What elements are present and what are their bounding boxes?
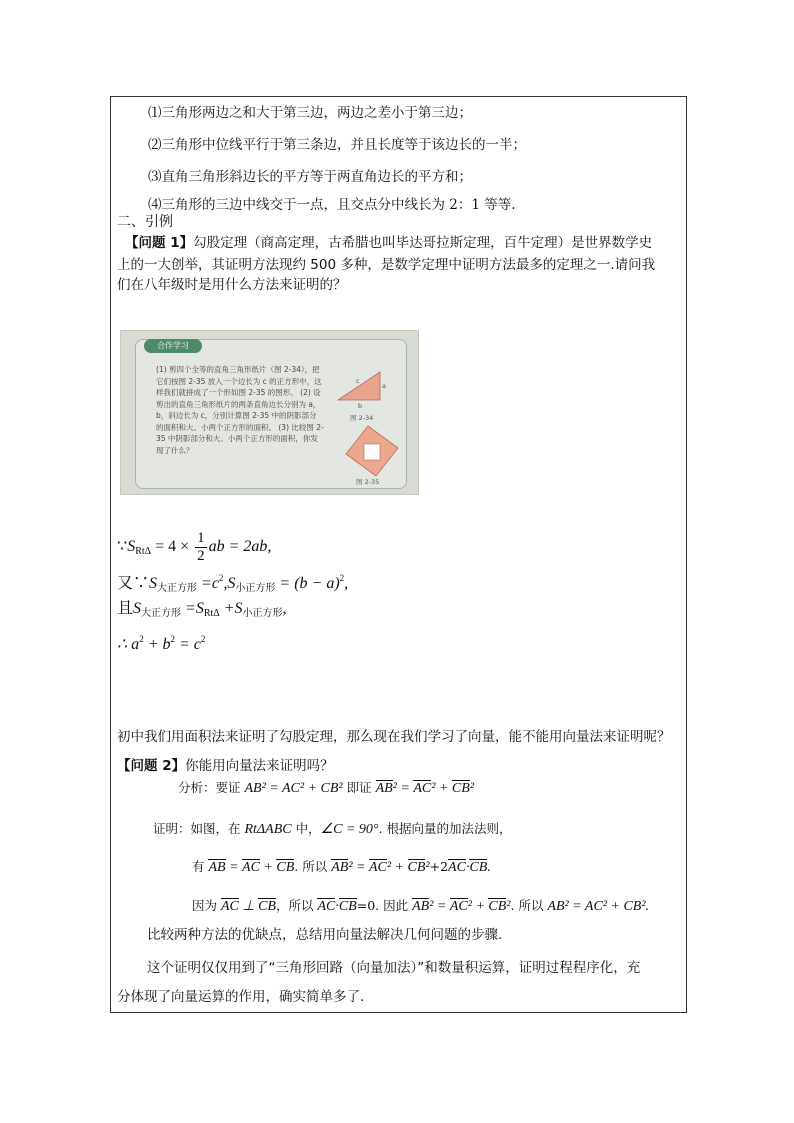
fig1-label-c: c bbox=[356, 377, 360, 385]
angle-c: ∠C = 90° bbox=[320, 822, 379, 837]
comma: , bbox=[344, 575, 349, 592]
proof-post: . 根据向量的加法法则， bbox=[378, 821, 512, 836]
vector-square-result: AB² = AC² + CB² bbox=[412, 899, 511, 914]
superscript: 2 bbox=[200, 634, 206, 644]
equals-c: = c bbox=[174, 636, 201, 653]
proof3-so: . 所以 bbox=[510, 898, 548, 913]
comma: , bbox=[282, 600, 287, 617]
property-item-3: ⑶直角三角形斜边长的平方等于两直角边长的平方和； bbox=[148, 169, 472, 185]
vector-equation: AB² = AC² + CB² bbox=[375, 781, 474, 796]
area-symbol: S bbox=[133, 600, 142, 617]
subscript-small-square: 小正方形 bbox=[235, 583, 276, 594]
proof2-so: . 所以 bbox=[294, 859, 332, 874]
conclusion-line-2: 分体现了向量运算的作用，确实简单多了. bbox=[117, 989, 365, 1005]
problem1-line1 bbox=[125, 234, 652, 252]
fig1-caption: 图 2-34 bbox=[350, 414, 374, 422]
superscript: 2 bbox=[339, 573, 345, 583]
subscript: RtΔ bbox=[135, 546, 152, 558]
fraction-numerator: 1 bbox=[197, 530, 205, 546]
dot-product: AC·CB. bbox=[448, 860, 491, 875]
area-symbol: S bbox=[149, 575, 158, 592]
superscript: 2 bbox=[139, 634, 144, 644]
proof-line-3 bbox=[192, 897, 649, 916]
problem1-text1: 勾股定理（商高定理，古希腊也叫毕达哥拉斯定理，百牛定理）是世界数学史 bbox=[193, 235, 653, 251]
math-line-2 bbox=[117, 569, 348, 598]
property-item-2: ⑵三角形中位线平行于第三条边，并且长度等于该边长的一半； bbox=[148, 137, 526, 153]
analysis-equation: AB² = AC² + CB² bbox=[244, 781, 343, 796]
problem2-label: 【问题 2】 bbox=[117, 758, 186, 774]
because-symbol: ∵ bbox=[117, 538, 128, 556]
textbook-figures bbox=[328, 356, 408, 486]
superscript: 2 bbox=[170, 634, 175, 644]
final-equation: AB² = AC² + CB². bbox=[547, 899, 650, 914]
proof-mid: 中， bbox=[291, 821, 321, 836]
proof2-plus2: +2 bbox=[429, 859, 449, 874]
problem1-line2: 上的一大创举，其证明方法现约 500 多种，是数学定理中证明方法最多的定理之一.请问我 bbox=[117, 257, 656, 273]
proof3-mid: ，所以 bbox=[275, 898, 318, 913]
therefore-a: ∴ a bbox=[117, 636, 140, 653]
math-line-3 bbox=[117, 600, 287, 623]
problem2-line bbox=[117, 757, 334, 775]
transition-text: 初中我们用面积法来证明了勾股定理，那么现在我们学习了向量，能不能用向量法来证明呢？ bbox=[117, 729, 671, 745]
also-because-text: 又∵ bbox=[117, 575, 150, 592]
comma: , bbox=[223, 575, 228, 592]
section-title: 二、引例 bbox=[117, 214, 173, 230]
proof-line-2 bbox=[192, 858, 491, 877]
equation-rest: = (b − a) bbox=[275, 575, 340, 592]
equals-c: =c bbox=[197, 575, 219, 592]
and-text: 且 bbox=[117, 600, 134, 617]
problem2-text: 你能用向量法来证明吗？ bbox=[185, 758, 334, 774]
area-symbol: S bbox=[227, 575, 236, 592]
compare-text: 比较两种方法的优缺点，总结用向量法解决几何问题的步骤. bbox=[147, 927, 503, 943]
property-item-1: ⑴三角形两边之和大于第三边，两边之差小于第三边； bbox=[148, 105, 472, 121]
math-line-1 bbox=[117, 530, 271, 565]
textbook-panel bbox=[135, 339, 407, 489]
subscript-big-square: 大正方形 bbox=[141, 608, 182, 619]
proof3-prefix: 因为 bbox=[192, 898, 221, 913]
vector-sum: AB = AC + CB bbox=[208, 860, 295, 875]
fraction-half bbox=[195, 530, 207, 565]
conclusion-line-1: 这个证明仅仅用到了“三角形回路（向量加法）”和数量积运算，证明过程程序化，充 bbox=[147, 960, 641, 976]
proof-line-1 bbox=[153, 820, 511, 839]
equation-rest: ab = 2ab, bbox=[208, 538, 272, 556]
analysis-mid: 即证 bbox=[342, 780, 376, 795]
fraction-denominator: 2 bbox=[197, 548, 205, 564]
plus-s: +S bbox=[219, 600, 243, 617]
proof3-hence: . 因此 bbox=[375, 898, 413, 913]
proof-prefix: 证明：如图，在 bbox=[153, 821, 245, 836]
problem1-line3: 们在八年级时是用什么方法来证明的？ bbox=[117, 277, 347, 293]
analysis-line bbox=[178, 779, 474, 798]
small-square-shape bbox=[364, 444, 380, 460]
fig1-label-b: b bbox=[358, 402, 363, 410]
equals-text: = 4 × bbox=[151, 538, 194, 556]
equals-s: =S bbox=[181, 600, 204, 617]
superscript: 2 bbox=[218, 573, 224, 583]
vector-square-expansion: AB² = AC² + CB² bbox=[331, 860, 430, 875]
triangle-name: RtΔABC bbox=[244, 822, 292, 837]
proof2-prefix: 有 bbox=[192, 859, 209, 874]
cooperative-learning-badge: 合作学习 bbox=[144, 339, 202, 353]
plus-b: + b bbox=[143, 636, 171, 653]
analysis-prefix: 分析：要证 bbox=[178, 780, 245, 795]
problem1-label: 【问题 1】 bbox=[125, 235, 194, 251]
perpendicular-vectors: AC ⊥ CB bbox=[220, 899, 276, 914]
dot-product-zero: AC·CB bbox=[317, 899, 357, 914]
fig1-label-a: a bbox=[382, 382, 386, 390]
math-line-4 bbox=[117, 630, 205, 654]
textbook-excerpt-image bbox=[120, 330, 419, 495]
subscript-small-square: 小正方形 bbox=[242, 608, 283, 619]
subscript-big-square: 大正方形 bbox=[157, 583, 198, 594]
equals-zero: =0 bbox=[356, 898, 376, 913]
subscript: RtΔ bbox=[203, 608, 220, 619]
fig2-caption: 图 2-35 bbox=[356, 478, 380, 486]
textbook-body-text: (1) 剪四个全等的直角三角形纸片（图 2-34），把它们按图 2-35 放入一个边长为 c 的正方形中，这样我们就拼成了一个形如图 2-35 的图形。 (2) 设剪出的直角三角形纸片的两条直角边长分别为 a，b，斜边长为 c，分别计算图 2-35 中的阴影部分的面积和大、小两个正方形的面积。 (3) 比较图 2-35 中阴影部分和大、小两个正方形的面积，你发现了什么？ bbox=[156, 365, 324, 455]
property-item-4: ⑷三角形的三边中线交于一点，且交点分中线长为 2：1 等等. bbox=[148, 197, 516, 213]
area-symbol: S bbox=[127, 538, 136, 556]
